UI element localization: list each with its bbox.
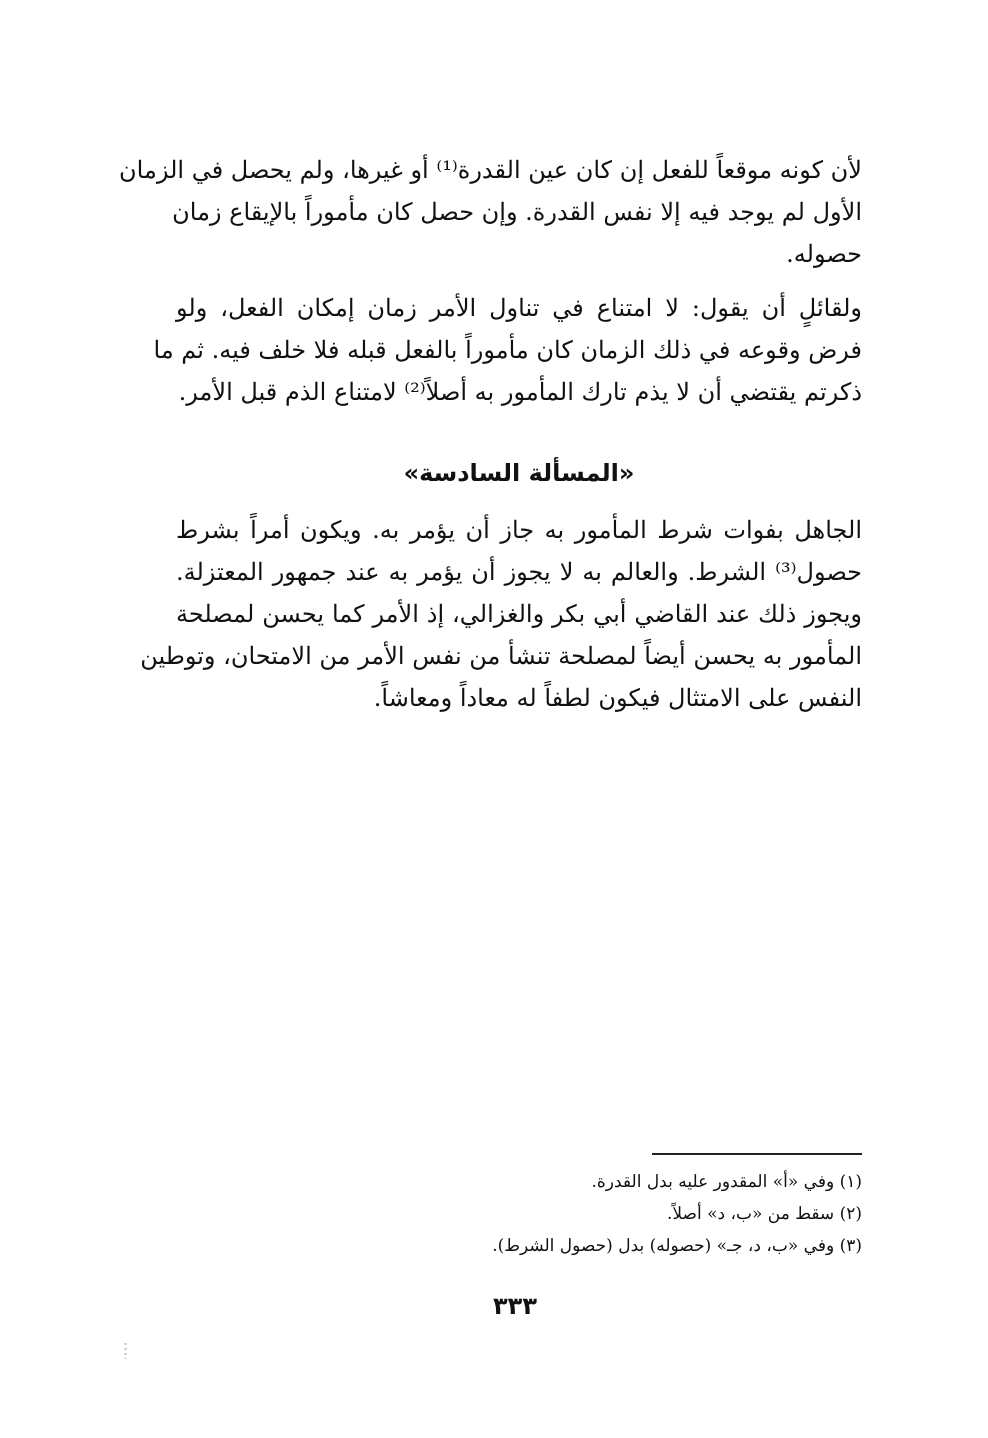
paragraph-2	[153, 287, 862, 413]
paragraph-line: ولقائلٍ أن يقول: لا امتناع في تناول الأمر زمان إمكان الفعل، ولو	[176, 294, 862, 322]
paragraph-line: ذكرتم يقتضي أن لا يذم تارك المأمور به أصلاً⁽²⁾ لامتناع الذم قبل الأمر.	[178, 378, 862, 406]
paragraph-3	[140, 509, 862, 719]
footnote-divider	[652, 1153, 862, 1155]
paragraph-line: المأمور به يحسن أيضاً لمصلحة تنشأ من نفس الأمر من الامتحان، وتوطين	[140, 642, 862, 670]
paragraph-line: النفس على الامتثال فيكون لطفاً له معاداً ومعاشاً.	[373, 684, 862, 712]
paragraph-line: الجاهل بفوات شرط المأمور به جاز أن يؤمر به. ويكون أمراً بشرط	[176, 516, 862, 544]
footnote-3: (٣) وفي «ب، د، جـ» (حصوله) بدل (حصول الشرط).	[492, 1236, 862, 1256]
page-number: ٣٣٣	[493, 1292, 537, 1320]
paragraph-line: فرض وقوعه في ذلك الزمان كان مأموراً بالفعل قبله فلا خلف فيه. ثم ما	[153, 336, 862, 364]
paragraph-line: حصول⁽³⁾ الشرط. والعالم به لا يجوز أن يؤمر به عند جمهور المعتزلة.	[176, 558, 862, 586]
footnote-2: (٢) سقط من «ب، د» أصلاً.	[666, 1204, 862, 1224]
paragraph-line: الأول لم يوجد فيه إلا نفس القدرة. وإن حصل كان مأموراً بالإيقاع زمان	[172, 198, 862, 226]
paragraph-line: لأن كونه موقعاً للفعل إن كان عين القدرة⁽¹⁾ أو غيرها، ولم يحصل في الزمان	[119, 156, 862, 184]
paragraph-1	[119, 149, 862, 275]
scan-speck	[124, 1343, 127, 1359]
footnote-1: (١) وفي «أ» المقدور عليه بدل القدرة.	[591, 1172, 862, 1192]
paragraph-line: ويجوز ذلك عند القاضي أبي بكر والغزالي، إذ الأمر كما يحسن لمصلحة	[176, 600, 862, 628]
footnotes	[300, 1166, 862, 1262]
paragraph-line: حصوله.	[786, 240, 862, 268]
section-heading: «المسألة السادسة»	[403, 459, 635, 487]
